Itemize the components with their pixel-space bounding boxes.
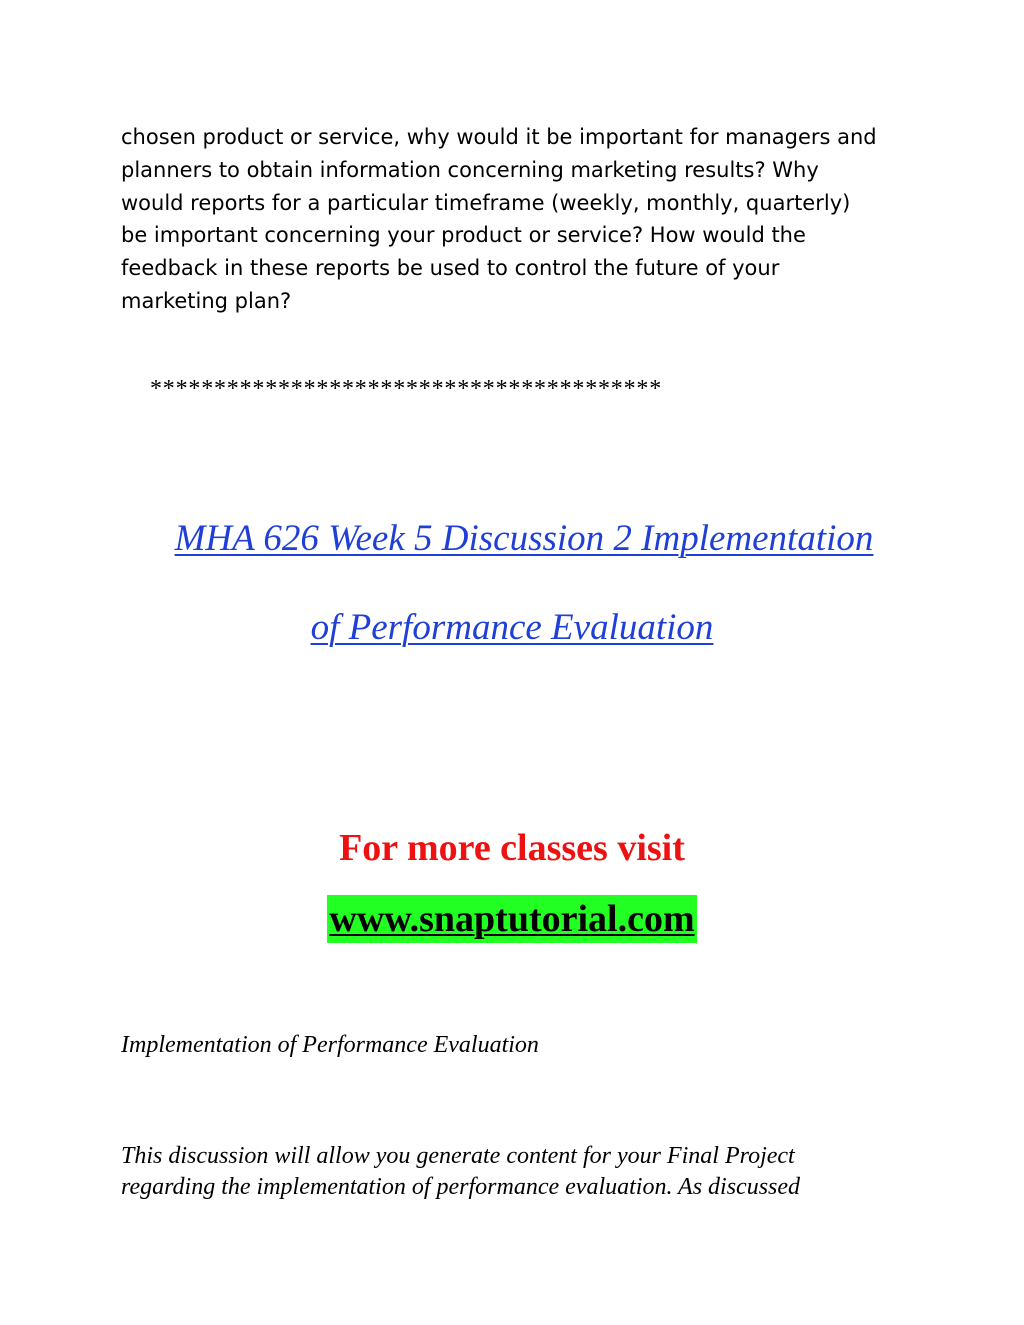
title-link-line-2 xyxy=(0,606,1024,649)
title-link-line-1 xyxy=(0,517,1024,560)
intro-line: feedback in these reports be used to control the future of your xyxy=(121,256,780,281)
snaptutorial-link[interactable]: www.snaptutorial.com xyxy=(327,895,696,943)
intro-line: chosen product or service, why would it be important for managers and xyxy=(121,125,877,149)
site-link-container xyxy=(0,895,1024,943)
course-title-link[interactable]: MHA 626 Week 5 Discussion 2 Implementation xyxy=(174,518,874,559)
intro-paragraph xyxy=(121,121,921,318)
intro-line: would reports for a particular timeframe (weekly, monthly, quarterly) xyxy=(121,190,851,215)
intro-line: marketing plan? xyxy=(121,288,292,313)
intro-line: planners to obtain information concerning marketing results? Why xyxy=(121,157,819,182)
body-line: This discussion will allow you generate content for your Final Project xyxy=(121,1143,795,1169)
section-heading: Implementation of Performance Evaluation xyxy=(121,1032,539,1058)
course-title-link-continued[interactable]: of Performance Evaluation xyxy=(310,607,714,648)
body-paragraph xyxy=(121,1141,911,1202)
intro-line: be important concerning your product or service? How would the xyxy=(121,223,806,248)
body-line: regarding the implementation of performance evaluation. As discussed xyxy=(121,1173,801,1200)
asterisk-separator: **************************************** xyxy=(150,376,662,402)
promo-heading: For more classes visit xyxy=(339,827,685,869)
